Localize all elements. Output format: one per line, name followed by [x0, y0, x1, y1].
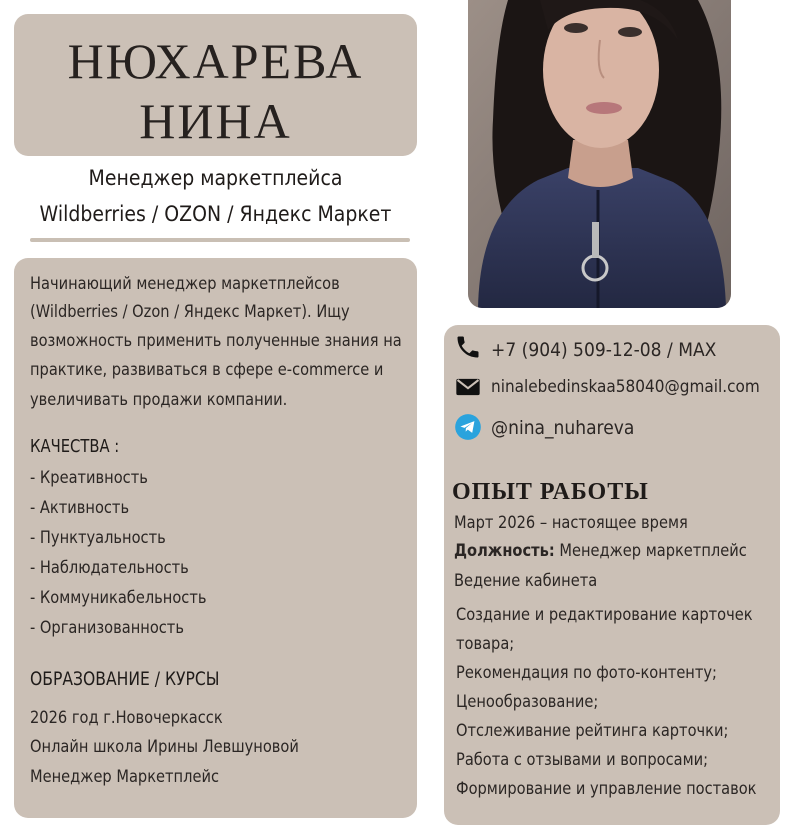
name-card — [14, 14, 417, 156]
education-heading: ОБРАЗОВАНИЕ / КУРСЫ — [30, 668, 220, 690]
first-name: НИНА — [139, 93, 292, 149]
quality-item: - Активность — [30, 498, 130, 518]
experience-role — [454, 543, 747, 560]
qualities-heading: КАЧЕСТВА : — [30, 436, 120, 457]
quality-item: - Организованность — [30, 618, 184, 638]
quality-item: - Креативность — [30, 468, 148, 488]
quality-item: - Коммуникабельность — [30, 588, 207, 608]
last-name: НЮХАРЕВА — [67, 33, 364, 89]
phone-number[interactable]: +7 (904) 509-12-08 / MAX — [491, 339, 717, 361]
contacts-experience-card — [444, 325, 780, 825]
role-value: Менеджер маркетплейс — [554, 541, 747, 561]
duty-line: Ведение кабинета — [454, 571, 598, 591]
education-line: Онлайн школа Ирины Левшуновой — [30, 737, 299, 757]
duty-line: Формирование и управление поставок — [456, 779, 757, 799]
education-line: Менеджер Маркетплейс — [30, 767, 219, 787]
summary-line: увеличивать продажи компании. — [30, 390, 288, 410]
summary-line: Начинающий менеджер маркетплейсов — [30, 274, 340, 294]
experience-heading: ОПЫТ РАБОТЫ — [452, 479, 649, 505]
profile-photo — [468, 0, 731, 308]
about-card — [14, 258, 417, 818]
summary-line: практике, развиваться в сфере e-commerce и — [30, 360, 384, 380]
envelope-icon — [454, 373, 482, 401]
experience-period: Март 2026 – настоящее время — [454, 513, 688, 533]
duty-line: Ценообразование; — [456, 692, 599, 712]
quality-item: - Пунктуальность — [30, 528, 166, 548]
duty-line: Создание и редактирование карточек — [456, 605, 753, 625]
quality-item: - Наблюдательность — [30, 558, 189, 578]
summary-line: (Wildberries / Ozon / Яндекс Маркет). Ищу — [30, 302, 350, 322]
email-address[interactable]: ninalebedinskaa58040@gmail.com — [491, 377, 760, 397]
summary-line: возможность применить полученные знания на — [30, 331, 402, 351]
telegram-handle[interactable]: @nina_nuhareva — [491, 417, 635, 439]
phone-icon — [454, 333, 482, 361]
duty-line: Отслеживание рейтинга карточки; — [456, 721, 729, 741]
position-title: Менеджер маркетплейса — [88, 166, 343, 190]
telegram-icon — [454, 413, 482, 441]
duty-line: товара; — [456, 634, 515, 654]
role-label: Должность: — [454, 541, 555, 561]
position-platforms: Wildberries / OZON / Яндекс Маркет — [39, 202, 392, 226]
title-divider — [30, 238, 410, 242]
duty-line: Рекомендация по фото-контенту; — [456, 663, 717, 683]
education-line: 2026 год г.Новочеркасск — [30, 708, 223, 728]
duty-line: Работа с отзывами и вопросами; — [456, 750, 709, 770]
